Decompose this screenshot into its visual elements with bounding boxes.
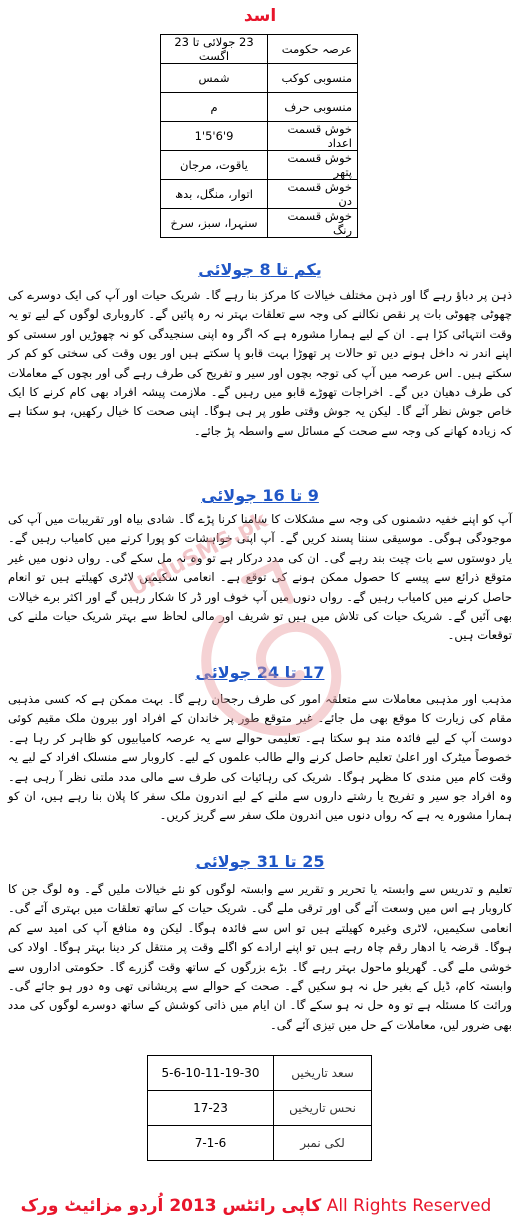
table-row — [161, 122, 358, 151]
table-row — [161, 180, 358, 209]
info-label: خوش قسمت اعداد — [268, 122, 358, 151]
info-value: شمس — [161, 64, 268, 93]
dates-label: سعد تاریخیں — [274, 1056, 372, 1091]
info-label: منسوبی حرف — [268, 93, 358, 122]
dates-table — [147, 1055, 372, 1161]
table-row — [148, 1126, 372, 1161]
table-row — [161, 35, 358, 64]
watermark-text: UrduSMS.pk — [125, 507, 272, 602]
info-label: عرصہ حکومت — [268, 35, 358, 64]
section-text-2: آپ کو اپنے خفیہ دشمنوں کی وجہ سے مشکلات کا سامنا کرنا پڑے گا۔ شادی بیاہ اور تقریبات میں آپ کی موجودگی ہوگی۔ موسیقی سننا پسند کریں گے۔ آپ اپنی خواہشات کو پورا کرنے میں کامیاب رہیں گے۔ یار دوستوں سے بات چیت بند رہے گی۔ ان کی مدد درکار ہے تو وہ نہ مل سکے گی۔ رواں دنوں میں غیر متوقع ذرائع سے پیسے کا حصول ممکن ہونے کی توقع ہے۔ انعامی سکیمیں لاٹری کھیلتے ہیں تو انعام حاصل کرنے میں کامیاب رہیں گے۔ رواں دنوں میں آپ خوف اور ڈر کا شکار رہیں گے اور اکثر برے خیالات بھی آئیں گے۔ شریک حیات کی تلاش میں ہیں تو شریف اور مالی لحاظ سے بہتر شریک حیات ملنے کی توقعات ہیں۔ — [8, 512, 512, 643]
info-value: سنہرا، سبز، سرخ — [161, 209, 268, 238]
table-row — [161, 209, 358, 238]
section-heading-3 — [0, 663, 520, 682]
table-row — [148, 1056, 372, 1091]
copyright-urdu: کاپی رائٹس 2013 اُردو مزائیٹ ورک — [20, 1196, 322, 1216]
info-table — [160, 34, 358, 238]
dates-value: 17-23 — [148, 1091, 274, 1126]
section-text-1: ذہن پر دباؤ رہے گا اور ذہن مختلف خیالات کا مرکز بنا رہے گا۔ شریک حیات اور آپ کی ایک دوسرے کی چھوٹی چھوٹی بات پر نقص نکالنے کی وجہ سے تعلقات بہتر نہ رہ پائیں گے۔ کاروباری لوگوں کے لیے تو یہ وقت انتہائی کڑا ہے۔ ان کے لیے ہمارا مشورہ ہے کہ اگر وہ اپنی سنجیدگی کو نہ چھوڑیں اور سستی کو اپنے اندر نہ داخل ہونے دیں تو حالات پر تھوڑا بہت قابو پا سکتے ہیں اور یوں وقت کی سختی کو کم کر سکتے ہیں۔ اس عرصہ میں آپ کی توجہ بچوں اور سیر و تفریح کی طرف رہے گی اور بچوں کے معاملات کی طرف دھیان دیں گے۔ اخراجات تھوڑے قابو میں رہیں گے۔ ملازمت پیشہ افراد بھی کام کرنے کا ایک خاص جوش نظر آئے گا۔ لیکن یہ جوش وقتی طور پر ہی ہوگا۔ اپنی صحت کا خیال رکھیں، ہو سکتا ہے کہ زیادہ کھانے کی وجہ سے صحت کے مسائل سے واسطہ پڑ جائے۔ — [8, 288, 512, 438]
section-heading-1 — [0, 260, 520, 279]
info-value: م — [161, 93, 268, 122]
copyright-english: All Rights Reserved — [326, 1196, 492, 1216]
section-heading-4 — [0, 852, 520, 871]
info-value: یاقوت، مرجان — [161, 151, 268, 180]
info-value: 23 جولائی تا 23 اگست — [161, 35, 268, 64]
dates-value: 7-1-6 — [148, 1126, 274, 1161]
section-heading-text: 25 تا 31 جولائی — [195, 852, 325, 871]
table-row — [148, 1091, 372, 1126]
section-heading-2 — [0, 486, 520, 505]
table-row — [161, 151, 358, 180]
section-text-3: مذہب اور مذہبی معاملات سے متعلقہ امور کی طرف رجحان رہے گا۔ بہت ممکن ہے کہ کسی مذہبی مقام کی زیارت کا موقع بھی مل جائے۔ غیر متوقع طور پر خاندان کے افراد اور بیرون ملک مقیم کوئی دوست آپ کے لیے فائدہ مند ہو سکتا ہے۔ تعلیمی حوالے سے یہ عرصہ کامیابیوں کو ظاہر کر رہا ہے۔ خصوصاً میٹرک اور اعلیٰ تعلیم حاصل کرنے والے طالب علموں کے لیے۔ کاروبار سے منسلک افراد کے لیے یہ وقت کام میں مندی کا مظہر ہوگا۔ شریک کی رہائیات کی طرف سے مالی مدد ملتی نظر آ رہی ہے۔ وہ افراد جو سیر و تفریح یا رشتے داروں سے ملنے کے لیے اندرون ملک سفر کا پلان بنا رہے ہیں، ان کو ہمارا مشورہ یہ ہے کہ رواں دنوں میں اندرون ملک سفر سے گریز کریں۔ — [8, 692, 512, 823]
info-label: خوش قسمت رنگ — [268, 209, 358, 238]
dates-label: لکی نمبر — [274, 1126, 372, 1161]
info-value: 9'6'5'1 — [161, 122, 268, 151]
table-row — [161, 64, 358, 93]
page-title: اسد — [243, 6, 277, 26]
section-heading-text: 9 تا 16 جولائی — [201, 486, 319, 505]
dates-label: نحس تاریخیں — [274, 1091, 372, 1126]
info-label: خوش قسمت پتھر — [268, 151, 358, 180]
dates-value: 5-6-10-11-19-30 — [148, 1056, 274, 1091]
info-label: خوش قسمت دن — [268, 180, 358, 209]
info-label: منسوبی کوکب — [268, 64, 358, 93]
section-text-4: تعلیم و تدریس سے وابستہ یا تحریر و تقریر سے وابستہ لوگوں کو نئے خیالات ملیں گے۔ وہ لوگ جن کا کاروبار ہے اس میں وسعت آئے گی اور ترقی ملے گی۔ شریک حیات کے ساتھ تعلقات میں بہتری آئے گی۔ انعامی سکیمیں، لاٹری وغیرہ کھیلتے ہیں تو اس سے فائدہ ہوگا۔ لیکن وہ منافع آپ کی امید سے کم ہوگا۔ قرضہ یا ادھار رقم چاہ رہے ہیں تو اپنے ارادے کو اگلے وقت پر منتقل کر دینا بہتر ہوگا۔ اولاد کی خوشی ملے گی۔ گھریلو ماحول بہتر رہے گا۔ بڑے بزرگوں کے ساتھ وقت گزرے گا۔ حکومتی اداروں سے وابستہ کام، ڈیل کے بغیر حل نہ ہو سکیں گے۔ صحت کے حوالے سے پریشانی تھی وہ دور ہو جائے گی۔ وراثت کا مسئلہ ہے تو وہ حل نہ ہو سکے گا۔ ان ایام میں ذاتی کوشش کے ساتھ دوسرے لوگوں کی مدد بھی ضرور لیں، معاملات کے حل میں تیزی آئے گی۔ — [8, 882, 512, 1032]
copyright-footer — [0, 1196, 520, 1216]
section-heading-text: یکم تا 8 جولائی — [198, 260, 322, 279]
table-row — [161, 93, 358, 122]
section-heading-text: 17 تا 24 جولائی — [195, 663, 325, 682]
info-value: اتوار، منگل، بدھ — [161, 180, 268, 209]
